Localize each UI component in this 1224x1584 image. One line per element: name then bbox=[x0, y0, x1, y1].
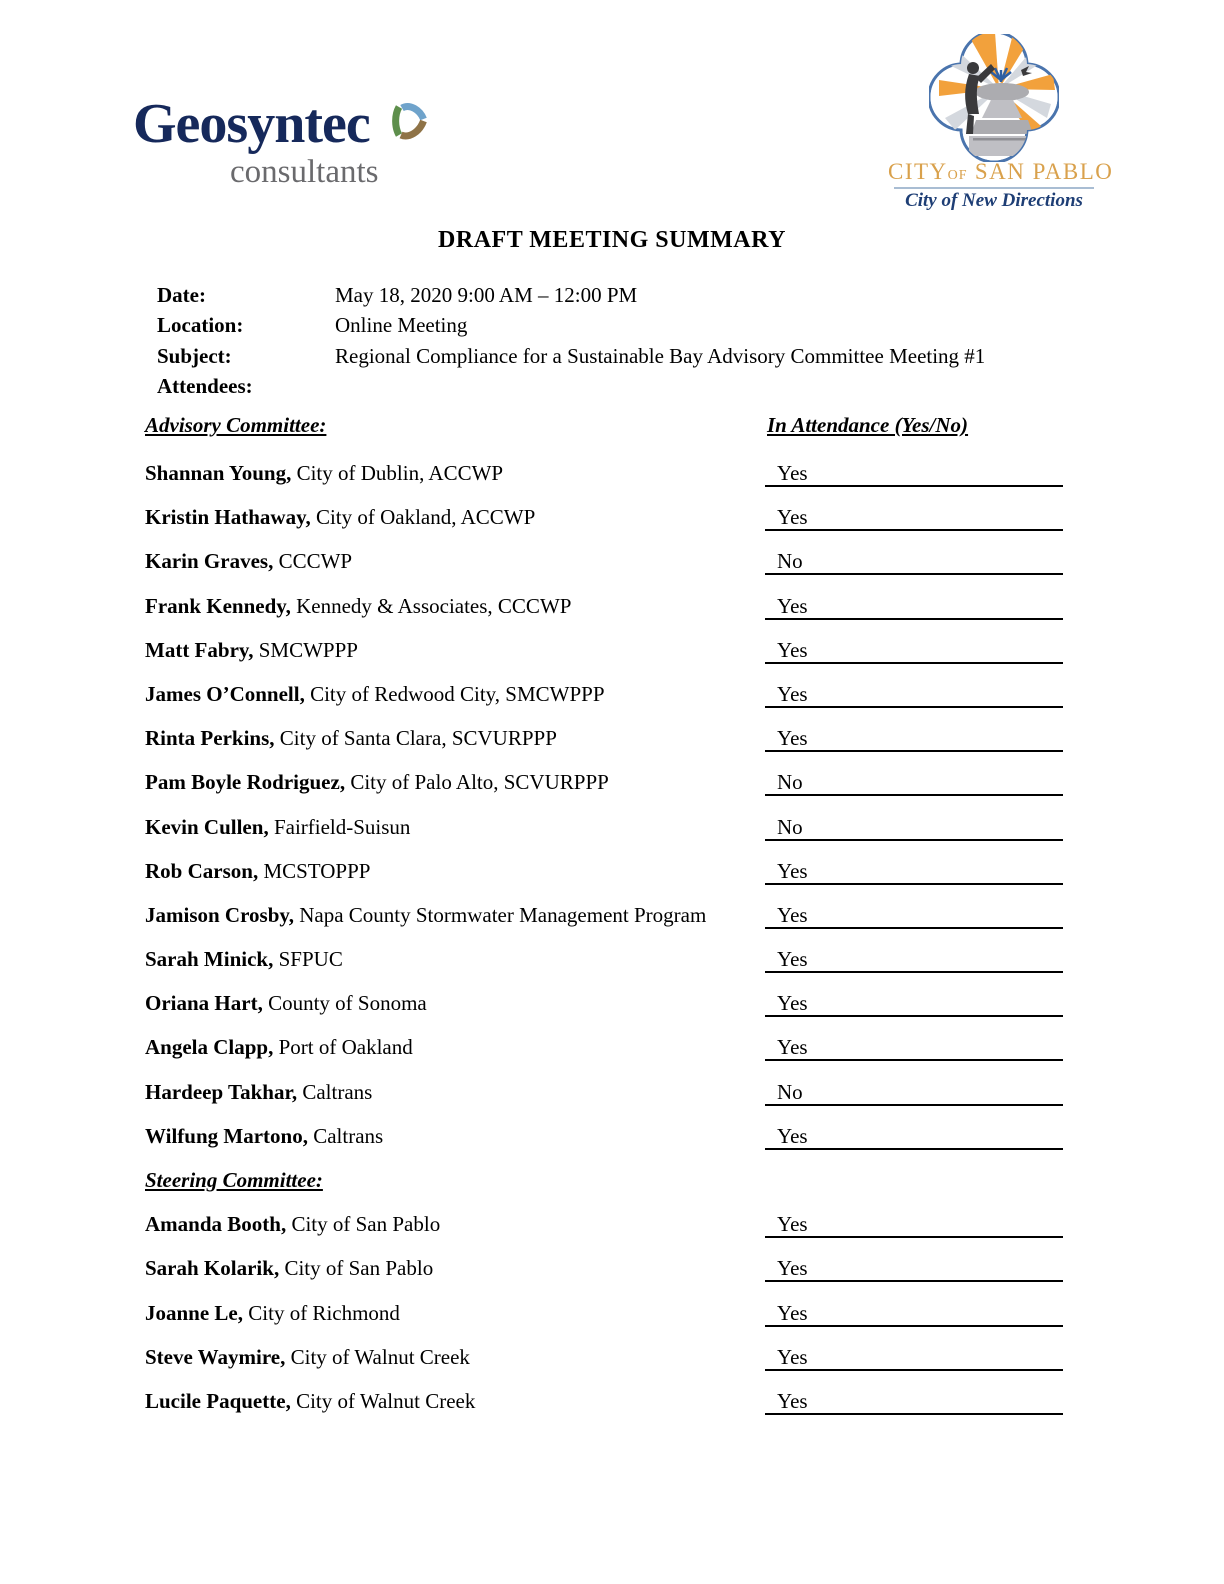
attendance-header-row bbox=[145, 413, 1061, 461]
attendance-value: Yes bbox=[777, 1300, 808, 1325]
attendance-line bbox=[765, 903, 1063, 929]
attendance-line bbox=[765, 770, 1063, 796]
attendee-name: Hardeep Takhar bbox=[145, 1079, 292, 1104]
attendee-affiliation: City of San Pablo bbox=[291, 1212, 441, 1237]
meta-label-subject: Subject: bbox=[157, 343, 232, 368]
attendee-separator: , bbox=[237, 1300, 249, 1325]
meta-label-location: Location: bbox=[157, 313, 244, 338]
attendance-line bbox=[765, 638, 1063, 664]
attendee-separator: , bbox=[268, 1035, 279, 1060]
meta-label-attendees: Attendees: bbox=[157, 374, 253, 399]
advisory-committee-header: Advisory Committee: bbox=[145, 413, 327, 437]
attendee-separator: , bbox=[263, 814, 274, 839]
attendance-value: Yes bbox=[777, 1388, 808, 1413]
attendee-name: Pam Boyle Rodriguez bbox=[145, 770, 340, 795]
san-pablo-name bbox=[888, 159, 1114, 184]
geosyntec-logo bbox=[133, 93, 379, 190]
attendee-name: Rob Carson bbox=[145, 858, 253, 883]
attendee-affiliation: SMCWPPP bbox=[258, 637, 358, 662]
attendee-name: Sarah Minick bbox=[145, 947, 269, 972]
attendance-value: No bbox=[777, 770, 803, 795]
attendee-affiliation: City of Oakland, ACCWP bbox=[315, 505, 536, 530]
meta-value-subject: Regional Compliance for a Sustainable Bay Advisory Committee Meeting #1 bbox=[335, 343, 986, 368]
attendance-line bbox=[765, 1389, 1063, 1415]
attendance-value: Yes bbox=[777, 1256, 808, 1281]
attendee-identity bbox=[145, 1301, 400, 1325]
attendee-separator: , bbox=[288, 902, 300, 927]
attendee-name: Rinta Perkins bbox=[145, 726, 270, 751]
attendance-line bbox=[765, 461, 1063, 487]
steering-committee-header-row bbox=[145, 1168, 1061, 1212]
attendance-value: Yes bbox=[777, 505, 808, 530]
attendee-row bbox=[145, 859, 1061, 903]
attendance-value: Yes bbox=[777, 947, 808, 972]
attendee-identity bbox=[145, 859, 370, 883]
san-pablo-logo bbox=[888, 34, 1114, 212]
attendance-value: Yes bbox=[777, 593, 808, 618]
attendance-value: No bbox=[777, 1079, 803, 1104]
attendance-line bbox=[765, 1124, 1063, 1150]
attendee-separator: , bbox=[268, 549, 279, 574]
attendee-affiliation: CCCWP bbox=[278, 549, 353, 574]
attendance-line bbox=[765, 726, 1063, 752]
attendee-affiliation: SFPUC bbox=[278, 947, 343, 972]
attendance-line bbox=[765, 682, 1063, 708]
attendee-row bbox=[145, 1212, 1061, 1256]
attendee-identity bbox=[145, 682, 605, 706]
attendee-identity bbox=[145, 1080, 372, 1104]
attendee-separator: , bbox=[280, 1212, 292, 1237]
attendee-separator: , bbox=[305, 505, 316, 530]
meta-row-attendees bbox=[157, 374, 985, 404]
attendee-identity bbox=[145, 947, 343, 971]
attendee-identity bbox=[145, 1389, 475, 1413]
attendance-line bbox=[765, 505, 1063, 531]
attendee-separator: , bbox=[299, 681, 311, 706]
attendance-value: Yes bbox=[777, 858, 808, 883]
attendee-row bbox=[145, 1301, 1061, 1345]
san-pablo-city-word: CITY bbox=[888, 159, 948, 184]
attendee-separator: , bbox=[339, 770, 351, 795]
attendance-line bbox=[765, 991, 1063, 1017]
attendee-name: Frank Kennedy bbox=[145, 593, 286, 618]
attendee-separator: , bbox=[269, 726, 280, 751]
attendee-affiliation: MCSTOPPP bbox=[263, 858, 371, 883]
attendee-row bbox=[145, 682, 1061, 726]
meta-row-subject bbox=[157, 344, 985, 374]
attendee-affiliation: City of Dublin, ACCWP bbox=[296, 461, 504, 485]
attendance-value: Yes bbox=[777, 902, 808, 927]
attendee-name: Oriana Hart bbox=[145, 991, 258, 1016]
attendee-identity bbox=[145, 1035, 413, 1059]
attendee-row bbox=[145, 726, 1061, 770]
attendance-value: Yes bbox=[777, 1035, 808, 1060]
attendance-value: Yes bbox=[777, 1123, 808, 1148]
san-pablo-tagline: City of New Directions bbox=[905, 190, 1083, 212]
meta-row-date bbox=[157, 283, 985, 313]
attendee-name: Lucile Paquette bbox=[145, 1388, 286, 1413]
attendee-separator: , bbox=[268, 947, 279, 972]
attendance-line bbox=[765, 1080, 1063, 1106]
attendee-identity bbox=[145, 549, 352, 573]
attendee-name: James O’Connell bbox=[145, 681, 300, 706]
attendance-value: No bbox=[777, 549, 803, 574]
geosyntec-triangle-icon bbox=[391, 102, 427, 142]
attendee-name: Steve Waymire bbox=[145, 1344, 281, 1369]
attendee-name: Amanda Booth bbox=[145, 1212, 281, 1237]
attendee-row bbox=[145, 770, 1061, 814]
attendance-line bbox=[765, 859, 1063, 885]
attendance-value: Yes bbox=[777, 1344, 808, 1369]
attendee-name: Joanne Le bbox=[145, 1300, 238, 1325]
attendee-separator: , bbox=[291, 1079, 303, 1104]
attendee-separator: , bbox=[273, 1256, 285, 1281]
attendee-separator: , bbox=[252, 858, 264, 883]
attendee-separator: , bbox=[248, 637, 259, 662]
attendee-row bbox=[145, 947, 1061, 991]
attendee-identity bbox=[145, 1212, 440, 1236]
attendance-value: Yes bbox=[777, 1212, 808, 1237]
attendance-table bbox=[145, 413, 1061, 1433]
attendee-separator: , bbox=[286, 461, 297, 485]
attendee-affiliation: City of Richmond bbox=[248, 1300, 400, 1325]
attendance-value: Yes bbox=[777, 991, 808, 1016]
attendance-line bbox=[765, 1345, 1063, 1371]
attendance-value: Yes bbox=[777, 461, 808, 485]
attendee-row bbox=[145, 461, 1061, 505]
attendee-identity bbox=[145, 461, 503, 485]
attendance-line bbox=[765, 815, 1063, 841]
attendee-affiliation: Fairfield-Suisun bbox=[273, 814, 411, 839]
attendee-name: Matt Fabry bbox=[145, 637, 249, 662]
geosyntec-consultants-label: consultants bbox=[230, 154, 379, 190]
geosyntec-wordmark: Geosyntec bbox=[133, 93, 370, 155]
attendee-identity bbox=[145, 991, 427, 1015]
attendee-affiliation: County of Sonoma bbox=[268, 991, 427, 1016]
attendee-row bbox=[145, 638, 1061, 682]
attendee-identity bbox=[145, 594, 571, 618]
san-pablo-sanpablo-word: SAN PABLO bbox=[974, 159, 1114, 184]
attendance-value: Yes bbox=[777, 726, 808, 751]
meta-block bbox=[157, 283, 985, 405]
attendee-row bbox=[145, 549, 1061, 593]
attendee-separator: , bbox=[280, 1344, 291, 1369]
steering-committee-list bbox=[145, 1212, 1061, 1433]
attendee-affiliation: Caltrans bbox=[302, 1079, 373, 1104]
attendance-line bbox=[765, 1256, 1063, 1282]
attendee-row bbox=[145, 1345, 1061, 1389]
advisory-committee-list bbox=[145, 461, 1061, 1168]
attendee-name: Shannan Young bbox=[145, 461, 287, 485]
meta-value-date: May 18, 2020 9:00 AM – 12:00 PM bbox=[335, 283, 638, 307]
attendee-identity bbox=[145, 726, 557, 750]
attendee-identity bbox=[145, 770, 609, 794]
attendee-affiliation: Kennedy & Associates, CCCWP bbox=[296, 593, 572, 618]
attendee-name: Sarah Kolarik bbox=[145, 1256, 274, 1281]
attendee-identity bbox=[145, 903, 706, 927]
attendance-line bbox=[765, 1212, 1063, 1238]
in-attendance-header: In Attendance (Yes/No) bbox=[767, 413, 969, 437]
meta-value-location: Online Meeting bbox=[335, 313, 468, 338]
page-title: DRAFT MEETING SUMMARY bbox=[438, 227, 786, 253]
attendance-line bbox=[765, 947, 1063, 973]
attendee-row bbox=[145, 1035, 1061, 1079]
steering-committee-header: Steering Committee: bbox=[145, 1168, 323, 1192]
attendee-name: Jamison Crosby bbox=[145, 902, 289, 927]
attendee-row bbox=[145, 1080, 1061, 1124]
attendee-separator: , bbox=[285, 1388, 297, 1413]
attendee-row bbox=[145, 1124, 1061, 1168]
attendance-line bbox=[765, 1301, 1063, 1327]
attendee-identity bbox=[145, 815, 410, 839]
attendee-separator: , bbox=[257, 991, 269, 1016]
attendee-identity bbox=[145, 638, 358, 662]
attendance-value: Yes bbox=[777, 681, 808, 706]
san-pablo-divider bbox=[894, 187, 1094, 189]
attendee-name: Angela Clapp bbox=[145, 1035, 269, 1060]
attendee-affiliation: City of Santa Clara, SCVURPPP bbox=[279, 726, 557, 751]
attendee-affiliation: Napa County Stormwater Management Program bbox=[299, 902, 707, 927]
attendance-line bbox=[765, 594, 1063, 620]
attendee-separator: , bbox=[285, 593, 297, 618]
attendee-affiliation: City of San Pablo bbox=[284, 1256, 434, 1281]
attendee-affiliation: City of Walnut Creek bbox=[296, 1388, 476, 1413]
attendee-name: Karin Graves bbox=[145, 549, 269, 574]
attendee-affiliation: City of Walnut Creek bbox=[290, 1344, 470, 1369]
attendee-row bbox=[145, 1256, 1061, 1300]
attendee-row bbox=[145, 1389, 1061, 1433]
attendee-affiliation: City of Palo Alto, SCVURPPP bbox=[350, 770, 609, 795]
attendee-name: Kevin Cullen bbox=[145, 814, 264, 839]
attendee-identity bbox=[145, 505, 535, 529]
attendee-identity bbox=[145, 1124, 383, 1148]
attendee-affiliation: Port of Oakland bbox=[278, 1035, 413, 1060]
attendee-name: Wilfung Martono bbox=[145, 1123, 303, 1148]
attendee-row bbox=[145, 594, 1061, 638]
san-pablo-emblem-icon bbox=[929, 34, 1059, 162]
attendance-line bbox=[765, 549, 1063, 575]
meta-label-date: Date: bbox=[157, 283, 206, 307]
attendee-affiliation: Caltrans bbox=[313, 1123, 384, 1148]
attendee-name: Kristin Hathaway bbox=[145, 505, 306, 530]
attendance-value: No bbox=[777, 814, 803, 839]
attendee-affiliation: City of Redwood City, SMCWPPP bbox=[310, 681, 605, 706]
attendee-separator: , bbox=[302, 1123, 314, 1148]
attendee-row bbox=[145, 903, 1061, 947]
meta-row-location bbox=[157, 313, 985, 343]
attendee-row bbox=[145, 991, 1061, 1035]
attendance-line bbox=[765, 1035, 1063, 1061]
attendee-identity bbox=[145, 1256, 433, 1280]
attendee-row bbox=[145, 505, 1061, 549]
san-pablo-of-word: OF bbox=[947, 168, 968, 183]
attendee-identity bbox=[145, 1345, 470, 1369]
attendance-value: Yes bbox=[777, 637, 808, 662]
attendee-row bbox=[145, 815, 1061, 859]
